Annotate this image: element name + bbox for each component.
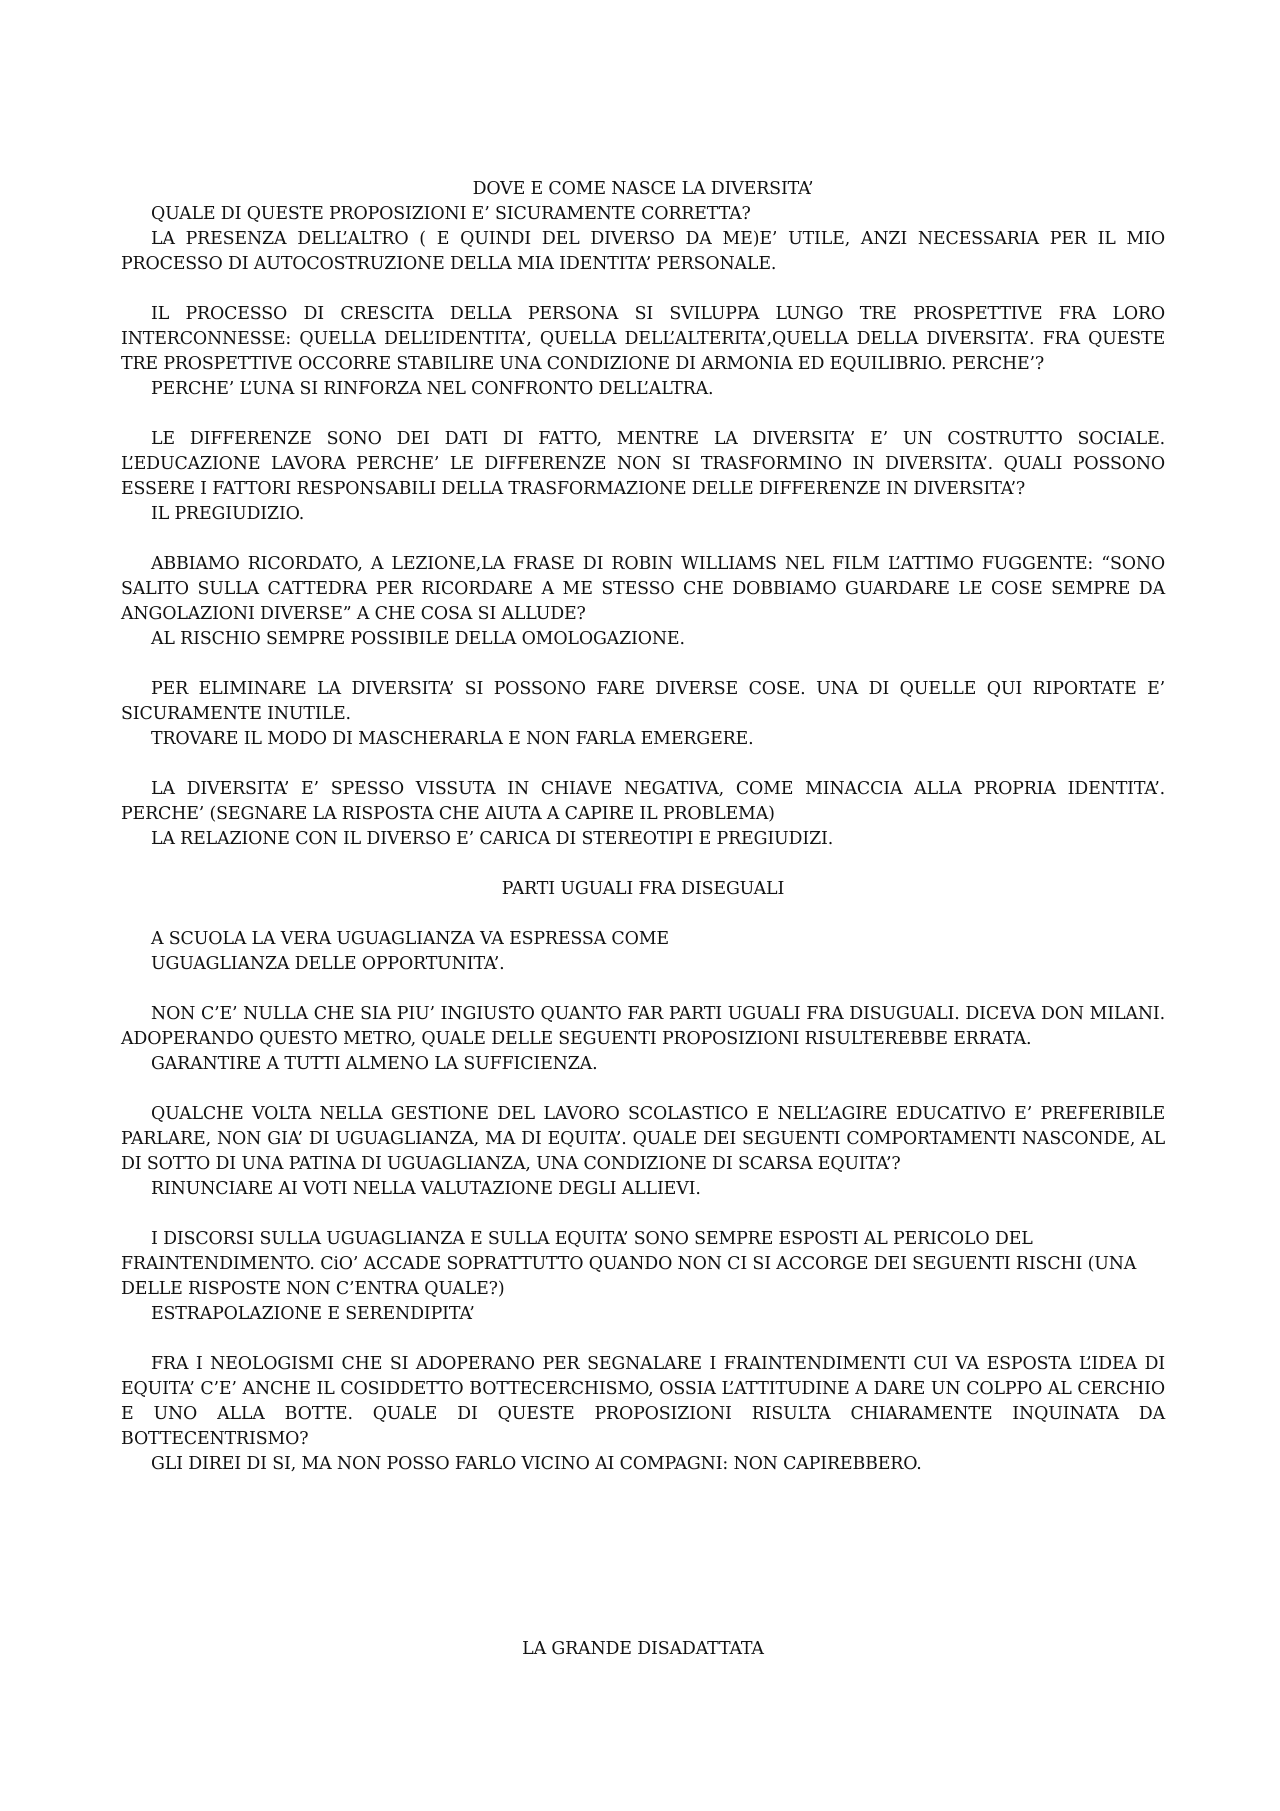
- spacer: [121, 1077, 1165, 1102]
- spacer: [121, 852, 1165, 877]
- section-title: DOVE E COME NASCE LA DIVERSITA’: [472, 179, 814, 199]
- spacer: [121, 752, 1165, 777]
- answer-text: LA RELAZIONE CON IL DIVERSO E’ CARICA DI STEREOTIPI E PREGIUDIZI.: [151, 829, 834, 849]
- answer-text: RINUNCIARE AI VOTI NELLA VALUTAZIONE DEGLI ALLIEVI.: [151, 1179, 701, 1199]
- question-text: NON C’E’ NULLA CHE SIA PIU’ INGIUSTO QUANTO FAR PARTI UGUALI FRA DISUGUALI. DICEVA DON MILANI. ADOPERANDO QUESTO METRO, QUALE DELLE SEGUENTI PROPOSIZIONI RISULTEREBBE ERRATA.: [121, 1004, 1165, 1049]
- answer-text: GARANTIRE A TUTTI ALMENO LA SUFFICIENZA.: [151, 1054, 598, 1074]
- answer-text: TROVARE IL MODO DI MASCHERARLA E NON FARLA EMERGERE.: [151, 729, 754, 749]
- spacer: [121, 1327, 1165, 1352]
- answer-text: AL RISCHIO SEMPRE POSSIBILE DELLA OMOLOGAZIONE.: [151, 629, 685, 649]
- section-intro-line: UGUAGLIANZA DELLE OPPORTUNITA’.: [151, 954, 505, 974]
- question-text: I DISCORSI SULLA UGUAGLIANZA E SULLA EQUITA’ SONO SEMPRE ESPOSTI AL PERICOLO DEL FRAINTENDIMENTO. CiO’ ACCADE SOPRATTUTTO QUANDO NON CI SI ACCORGE DEI SEGUENTI RISCHI (UNA DELLE RISPOSTE NON C’ENTRA QUALE?): [121, 1229, 1137, 1299]
- section-intro: QUALE DI QUESTE PROPOSIZIONI E’ SICURAMENTE CORRETTA?: [151, 204, 751, 224]
- answer-text: PERCHE’ L’UNA SI RINFORZA NEL CONFRONTO DELL’ALTRA.: [151, 379, 714, 399]
- question-text: FRA I NEOLOGISMI CHE SI ADOPERANO PER SEGNALARE I FRAINTENDIMENTI CUI VA ESPOSTA L’IDEA DI EQUITA’ C’E’ ANCHE IL COSIDDETTO BOTTECERCHISMO, OSSIA L’ATTITUDINE A DARE UN COLPPO AL CERCHIO E UNO ALLA BOTTE. QUALE DI QUESTE PROPOSIZIONI RISULTA CHIARAMENTE INQUINATA DA BOTTECENTRISMO?: [121, 1354, 1165, 1449]
- question-text: LA DIVERSITA’ E’ SPESSO VISSUTA IN CHIAVE NEGATIVA, COME MINACCIA ALLA PROPRIA IDENTITA’. PERCHE’ (SEGNARE LA RISPOSTA CHE AIUTA A CAPIRE IL PROBLEMA): [121, 779, 1165, 824]
- spacer: [121, 402, 1165, 427]
- section-title: LA GRANDE DISADATTATA: [522, 1639, 764, 1659]
- answer-text: ESTRAPOLAZIONE E SERENDIPITA’: [151, 1304, 475, 1324]
- spacer: [121, 977, 1165, 1002]
- question-text: QUALCHE VOLTA NELLA GESTIONE DEL LAVORO SCOLASTICO E NELL’AGIRE EDUCATIVO E’ PREFERIBILE PARLARE, NON GIA’ DI UGUAGLIANZA, MA DI EQUITA’. QUALE DEI SEGUENTI COMPORTAMENTI NASCONDE, AL DI SOTTO DI UNA PATINA DI UGUAGLIANZA, UNA CONDIZIONE DI SCARSA EQUITA’?: [121, 1104, 1165, 1174]
- spacer: [121, 652, 1165, 677]
- spacer: [121, 902, 1165, 927]
- section-intro-line: A SCUOLA LA VERA UGUAGLIANZA VA ESPRESSA COME: [151, 929, 669, 949]
- spacer: [121, 277, 1165, 302]
- question-text: LE DIFFERENZE SONO DEI DATI DI FATTO, MENTRE LA DIVERSITA’ E’ UN COSTRUTTO SOCIALE. L’EDUCAZIONE LAVORA PERCHE’ LE DIFFERENZE NON SI TRASFORMINO IN DIVERSITA’. QUALI POSSONO ESSERE I FATTORI RESPONSABILI DELLA TRASFORMAZIONE DELLE DIFFERENZE IN DIVERSITA’?: [121, 429, 1165, 499]
- answer-text: GLI DIREI DI SI, MA NON POSSO FARLO VICINO AI COMPAGNI: NON CAPIREBBERO.: [151, 1454, 922, 1474]
- question-text: PER ELIMINARE LA DIVERSITA’ SI POSSONO FARE DIVERSE COSE. UNA DI QUELLE QUI RIPORTATE E’ SICURAMENTE INUTILE.: [121, 679, 1165, 724]
- answer-text: LA PRESENZA DELL’ALTRO ( E QUINDI DEL DIVERSO DA ME)E’ UTILE, ANZI NECESSARIA PER IL MIO PROCESSO DI AUTOCOSTRUZIONE DELLA MIA IDENTITA’ PERSONALE.: [121, 229, 1165, 274]
- document-page: [121, 177, 1165, 1662]
- section-title: PARTI UGUALI FRA DISEGUALI: [501, 879, 785, 899]
- question-text: IL PROCESSO DI CRESCITA DELLA PERSONA SI SVILUPPA LUNGO TRE PROSPETTIVE FRA LORO INTERCONNESSE: QUELLA DELL’IDENTITA’, QUELLA DELL’ALTERITA’,QUELLA DELLA DIVERSITA’. FRA QUESTE TRE PROSPETTIVE OCCORRE STABILIRE UNA CONDIZIONE DI ARMONIA ED EQUILIBRIO. PERCHE’?: [121, 304, 1165, 374]
- question-text: ABBIAMO RICORDATO, A LEZIONE,LA FRASE DI ROBIN WILLIAMS NEL FILM L’ATTIMO FUGGENTE: “SONO SALITO SULLA CATTEDRA PER RICORDARE A ME STESSO CHE DOBBIAMO GUARDARE LE COSE SEMPRE DA ANGOLAZIONI DIVERSE” A CHE COSA SI ALLUDE?: [121, 554, 1165, 624]
- spacer: [121, 1202, 1165, 1227]
- answer-text: IL PREGIUDIZIO.: [151, 504, 305, 524]
- spacer: [121, 1477, 1165, 1637]
- spacer: [121, 527, 1165, 552]
